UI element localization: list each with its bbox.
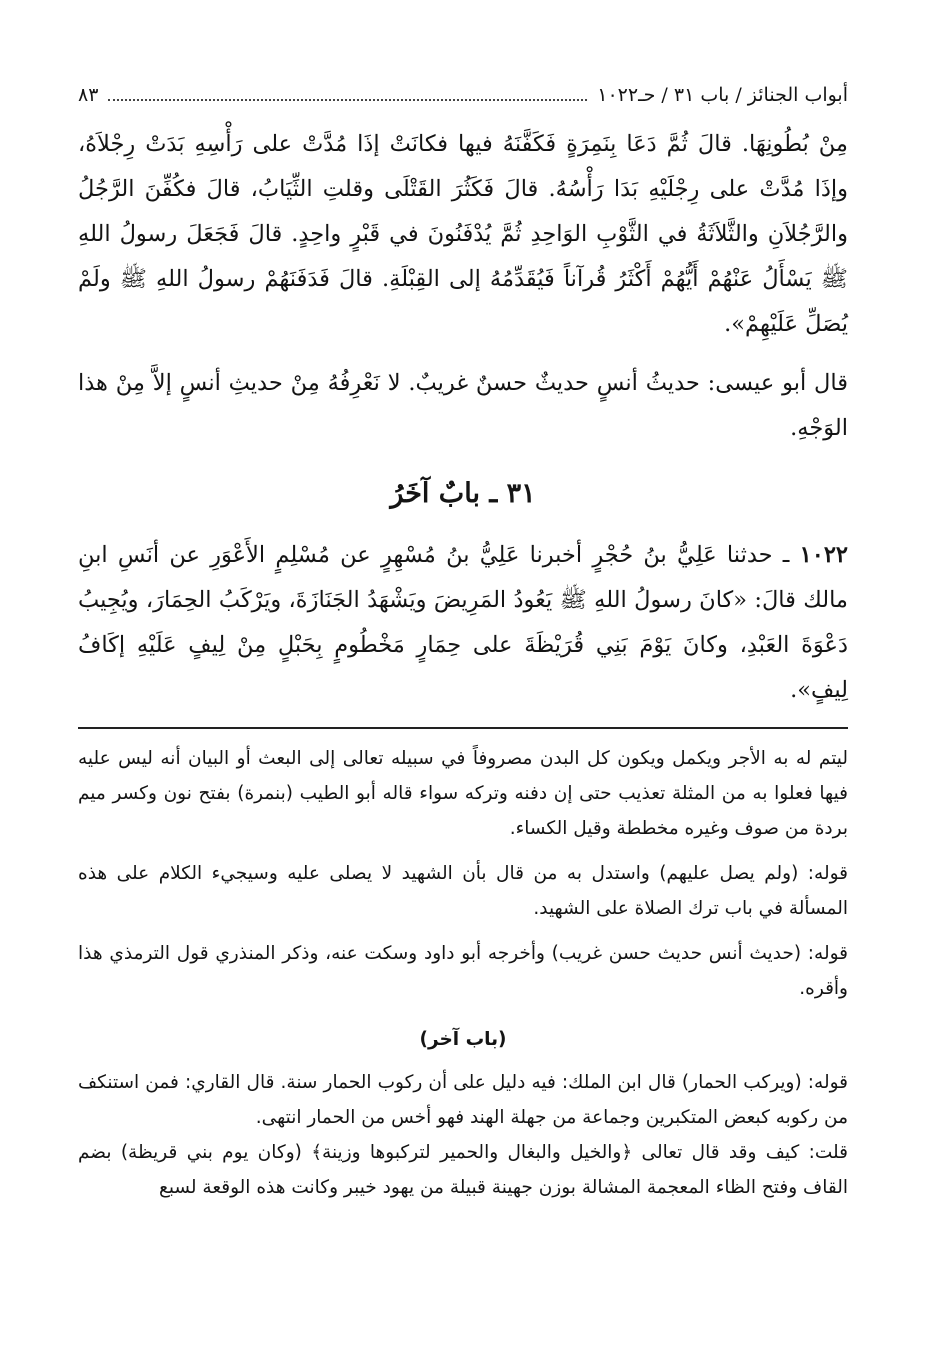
- commentary: [78, 741, 848, 1205]
- book-page: [78, 80, 848, 1320]
- footnote-divider: [78, 727, 848, 729]
- header-title: أبواب الجنائز / باب ٣١ / حـ١٠٢٢: [597, 84, 848, 106]
- page-number: ٨٣: [78, 84, 99, 106]
- header-dot-leader: [108, 99, 587, 101]
- hadith-continuation: مِنْ بُطُونِهَا. قالَ ثُمَّ دَعَا بِنَمِرَةٍ فَكَفَّنَهُ فيها فكانَتْ إذَا مُدَّتْ على رَأْسِهِ بَدَتْ رِجْلاَهُ، وإذَا مُدَّتْ على رِجْلَيْهِ بَدَا رَأْسُهُ. قالَ فَكَثُرَ القَتْلَى وقلتِ الثِّيَابُ، قالَ فكُفِّنَ الرَّجُلُ والرَّجُلاَنِ والثَّلاَثَةُ في الثَّوْبِ الوَاحِدِ ثُمَّ يُدْفَنُونَ في قَبْرٍ واحِدٍ. قالَ فَجَعَلَ رسولُ اللهِ ﷺ يَسْأَلُ عَنْهُمْ أَيُّهُمْ أَكْثَرُ قُرآناً فَيُقَدِّمُهُ إلى القِبْلَةِ. قالَ فَدَفَنَهُمْ رسولُ اللهِ ﷺ ولَمْ يُصَلِّ عَلَيْهِمْ».: [78, 131, 848, 337]
- commentary-paragraph: قلت: كيف وقد قال تعالى ﴿والخيل والبغال والحمير لتركبوها وزينة﴾ (وكان يوم بني قريظة) بضم القاف وفتح الظاء المعجمة المشالة بوزن جهينة قبيلة من يهود خيبر وكانت هذه الوقعة لسبع: [78, 1142, 848, 1198]
- commentary-sub-heading: (باب آخر): [419, 1029, 507, 1050]
- commentary-paragraph: قوله: (حديث أنس حديث حسن غريب) وأخرجه أبو داود وسكت عنه، وذكر المنذري قول الترمذي هذا وأقره.: [78, 943, 848, 999]
- running-header: [78, 80, 848, 114]
- main-text: [78, 122, 848, 713]
- abu-isa-remark: قال أبو عيسى: حديثُ أنسٍ حديثٌ حسنٌ غريبٌ. لا نَعْرِفُهُ مِنْ حديثِ أنسٍ إلاَّ مِنْ هذا الوَجْهِ.: [78, 370, 848, 441]
- chapter-heading: ٣١ ـ بابٌ آخَرُ: [390, 478, 536, 509]
- commentary-paragraph: قوله: (ولم يصل عليهم) واستدل به من قال بأن الشهيد لا يصلى عليه وسيجيء الكلام على هذه المسألة في باب ترك الصلاة على الشهيد.: [78, 863, 848, 919]
- hadith-text: ـ حدثنا عَلِيُّ بنُ حُجْرٍ أخبرنا عَلِيُّ بنُ مُسْهِرٍ عن مُسْلِمٍ الأَعْوَرِ عن أنَسِ ابنِ مالك قالَ: «كانَ رسولُ اللهِ ﷺ يَعُودُ المَرِيضَ ويَشْهَدُ الجَنَازَةَ، ويَرْكَبُ الحِمَارَ، ويُجِيبُ دَعْوَةَ العَبْدِ، وكانَ يَوْمَ بَنِي قُرَيْظَةَ على حِمَارٍ مَخْطُومٍ بِحَبْلٍ مِنْ لِيفٍ عَلَيْهِ إكَافُ لِيفٍ».: [78, 542, 848, 703]
- hadith-1022: [78, 533, 848, 713]
- hadith-number: ١٠٢٢: [799, 542, 848, 568]
- commentary-paragraph: قوله: (ويركب الحمار) قال ابن الملك: فيه دليل على أن ركوب الحمار سنة. قال القاري: فمن استنكف من ركوبه كبعض المتكبرين وجماعة من جهلة الهند فهو أخس من الحمار انتهى.: [78, 1072, 848, 1128]
- commentary-paragraph: ليتم له به الأجر ويكمل ويكون كل البدن مصروفاً في سبيله تعالى إلى البعث أو البيان أنه ليس عليه فيها فعلوا به من المثلة تعذيب حتى إن دفنه وتركه سواء قاله أبو الطيب (بنمرة) بفتح نون وكسر ميم بردة من صوف وغيره مخططة وقيل الكساء.: [78, 748, 848, 839]
